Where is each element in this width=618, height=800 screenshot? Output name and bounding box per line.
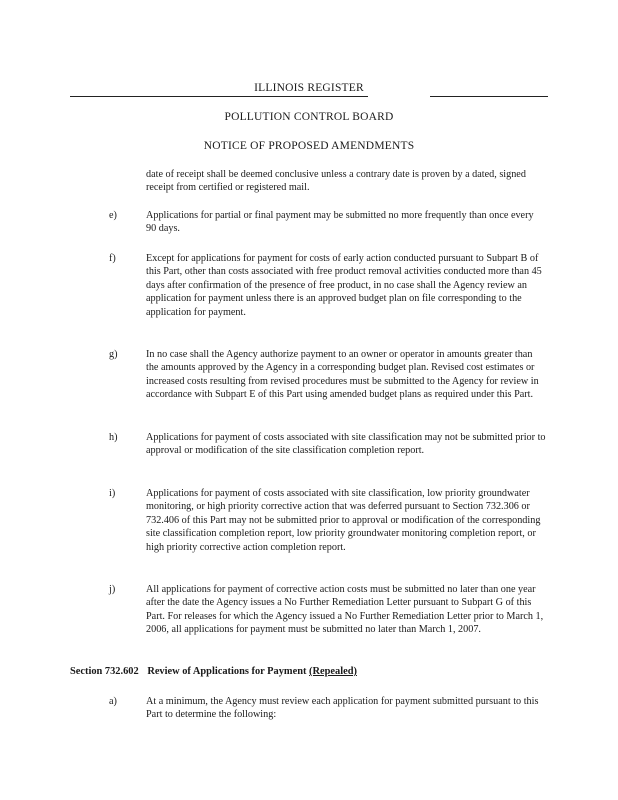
paragraph-text: At a minimum, the Agency must review each application for payment submitted pursuant to this Part to determine the following: bbox=[146, 696, 539, 721]
paragraph-label: i) bbox=[109, 488, 116, 499]
section-status: (Repealed) bbox=[309, 666, 357, 677]
notice-title: NOTICE OF PROPOSED AMENDMENTS bbox=[203, 140, 415, 152]
continuation-text: date of receipt shall be deemed conclusive unless a contrary date is proven by a dated, signed receipt from certified or registered mail. bbox=[146, 169, 526, 194]
board-title: POLLUTION CONTROL BOARD bbox=[224, 111, 394, 123]
register-title: ILLINOIS REGISTER bbox=[254, 82, 364, 94]
header-rule-right bbox=[430, 96, 548, 97]
paragraph-label: j) bbox=[109, 584, 116, 595]
paragraph-text: Applications for partial or final payment may be submitted no more frequently than once every 90 days. bbox=[146, 210, 534, 235]
section-title: Review of Applications for Payment bbox=[147, 666, 307, 677]
paragraph-label: e) bbox=[109, 210, 117, 221]
header-rule-left bbox=[70, 96, 368, 97]
section-heading bbox=[70, 666, 357, 677]
paragraph-label: a) bbox=[109, 696, 117, 707]
paragraph-text: Applications for payment of costs associated with site classification, low priority groundwater monitoring, or high priority corrective action that was deferred pursuant to Section 732.306 or 732.406 of this Part may not be submitted prior to approval or modification of the corresponding site classification completion report, low priority groundwater monitoring completion report, or high priority corrective action completion report. bbox=[146, 488, 541, 553]
paragraph-text: All applications for payment of corrective action costs must be submitted no later than one year after the date the Agency issues a No Further Remediation Letter pursuant to Subpart G of this Part. For releases for which the Agency issued a No Further Remediation Letter prior to March 1, 2006, all applications for payment must be submitted no later than March 1, 2007. bbox=[146, 584, 544, 636]
section-number: Section 732.602 bbox=[70, 666, 139, 677]
paragraph-text: In no case shall the Agency authorize payment to an owner or operator in amounts greater than the amounts approved by the Agency in a corresponding budget plan. Revised cost estimates or increased costs resulting from revised procedures must be submitted to the Agency for review in accordance with Subpart E of this Part using amended budget plans as required under this Part. bbox=[146, 349, 539, 401]
paragraph-text: Applications for payment of costs associated with site classification may not be submitted prior to approval or modification of the site classification completion report. bbox=[146, 432, 546, 457]
paragraph-label: f) bbox=[109, 253, 116, 264]
paragraph-label: g) bbox=[109, 349, 118, 360]
paragraph-text: Except for applications for payment for costs of early action conducted pursuant to Subpart B of this Part, other than costs associated with free product removal activities conducted more than 45 days after confirmation of the presence of free product, in no case shall the Agency review an application for payment unless there is an approved budget plan on file corresponding to the application for payment. bbox=[146, 253, 542, 318]
paragraph-label: h) bbox=[109, 432, 118, 443]
